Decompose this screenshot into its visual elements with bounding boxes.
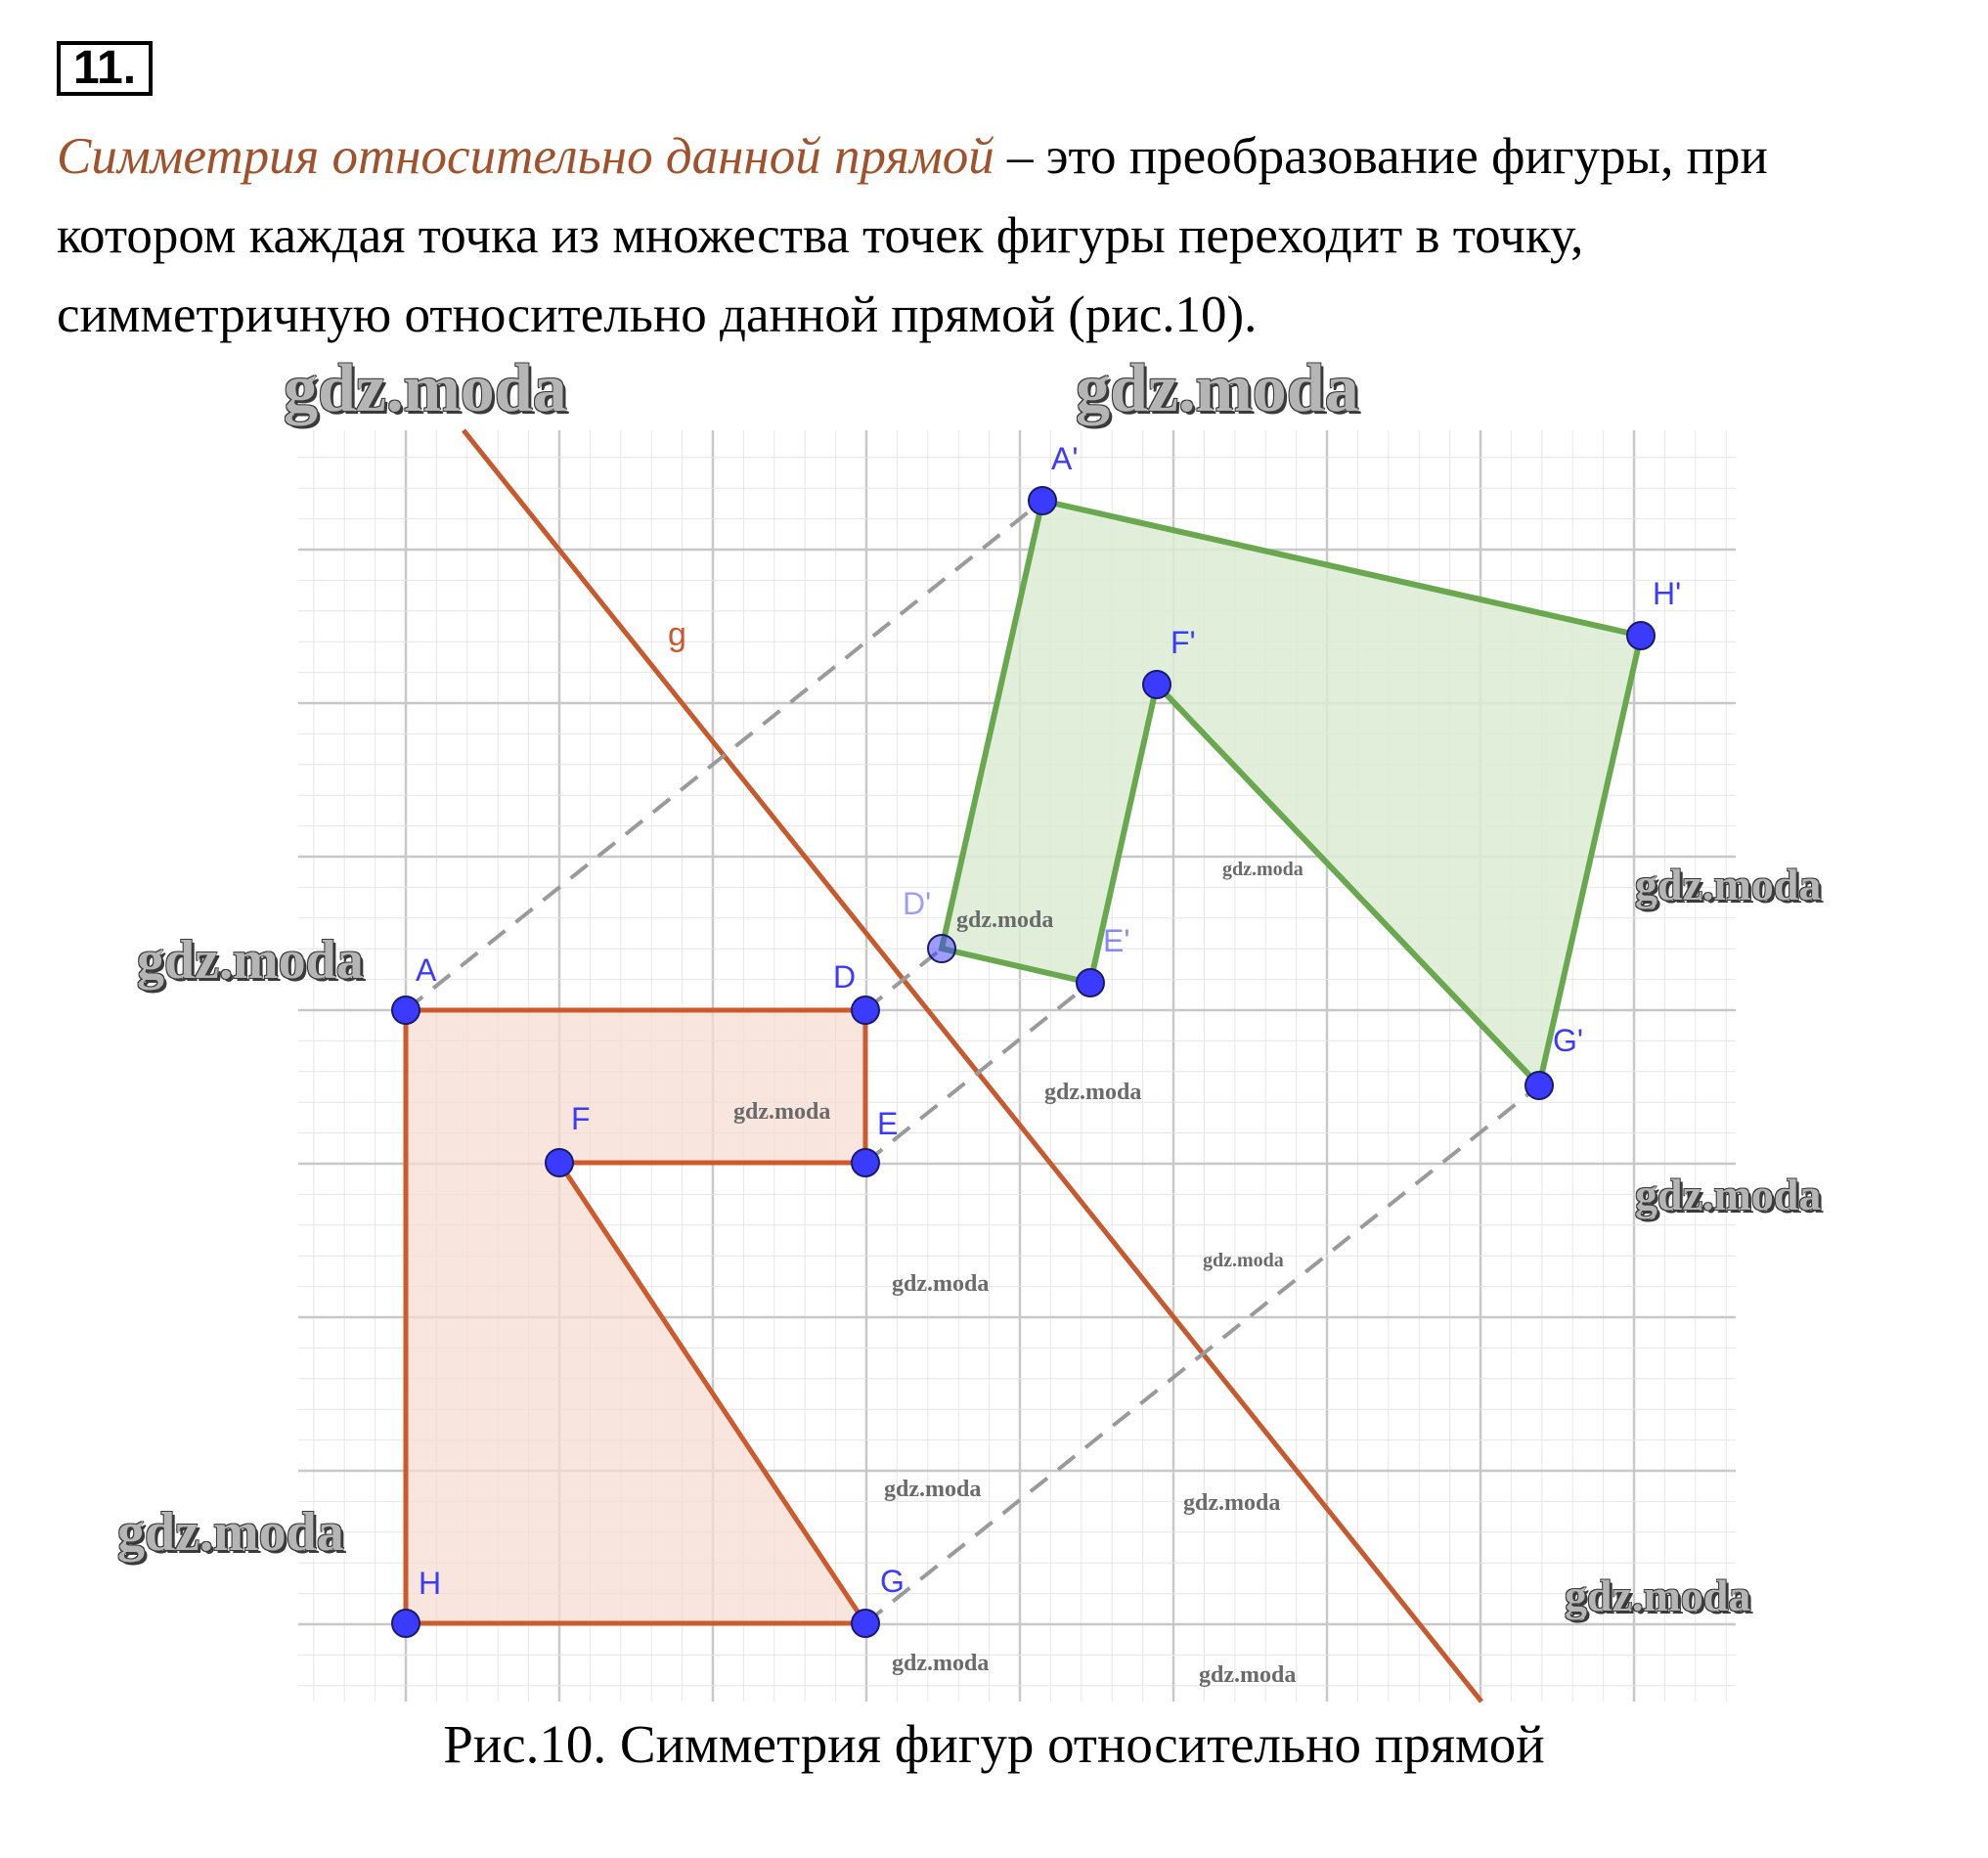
watermark: gdz.moda: [892, 1651, 990, 1676]
definition-line1: это преобразование фигуры, при: [1045, 128, 1768, 185]
point-f: [546, 1149, 573, 1176]
watermark: gdz.moda: [117, 1502, 344, 1563]
watermark: gdz.moda: [1635, 1170, 1822, 1219]
label-a: A: [416, 952, 437, 988]
watermark: gdz.moda: [733, 1099, 831, 1125]
image-figure: [942, 501, 1641, 1085]
watermark: gdz.moda: [1044, 1080, 1142, 1105]
dash-g-g1: [865, 1085, 1539, 1623]
point-a-prime: [1029, 487, 1056, 514]
label-h: H: [419, 1566, 442, 1601]
point-h: [392, 1610, 420, 1637]
label-e: E: [877, 1106, 899, 1141]
definition-line3: симметричную относительно данной прямой (рис.10).: [57, 287, 1258, 343]
label-f-prime: F': [1171, 625, 1196, 660]
watermark: gdz.moda: [956, 907, 1054, 933]
watermark: gdz.moda: [1199, 1662, 1297, 1688]
label-f: F: [571, 1101, 591, 1136]
definition-line2: котором каждая точка из множества точек фигуры переходит в точку,: [57, 207, 1584, 264]
watermark: gdz.moda: [1203, 1250, 1284, 1271]
watermark: gdz.moda: [892, 1271, 990, 1297]
point-g-prime: [1525, 1072, 1553, 1099]
watermark: gdz.moda: [1565, 1570, 1751, 1620]
label-h-prime: H': [1653, 576, 1682, 611]
task-number: 11.: [57, 41, 153, 96]
point-h-prime: [1627, 622, 1655, 649]
watermark: gdz.moda: [884, 1477, 982, 1502]
point-d-prime: [928, 935, 955, 962]
point-f-prime: [1143, 671, 1171, 698]
watermark: gdz.moda: [1076, 351, 1359, 426]
watermark: gdz.moda: [284, 351, 567, 426]
faint-watermark: [284, 785, 349, 1047]
definition-dash: –: [994, 128, 1046, 185]
label-e-prime: E': [1103, 923, 1130, 958]
label-g-prime: G': [1553, 1023, 1583, 1058]
label-a-prime: A': [1051, 441, 1079, 476]
watermark: gdz.moda: [1635, 860, 1822, 909]
label-g: G: [880, 1564, 905, 1599]
label-d: D: [833, 959, 857, 995]
watermark: gdz.moda: [1222, 859, 1303, 880]
label-d-prime: D': [903, 886, 932, 921]
point-d: [852, 996, 879, 1024]
point-g: [852, 1610, 879, 1637]
figure-caption: Рис.10. Симметрия фигур относительно прямой: [443, 1714, 1545, 1774]
point-e-prime: [1077, 969, 1104, 996]
line-g-label: g: [668, 616, 686, 653]
point-e: [852, 1149, 879, 1176]
definition-term: Симметрия относительно данной прямой: [57, 128, 994, 185]
watermark: gdz.moda: [1183, 1490, 1281, 1516]
watermark: gdz.moda: [137, 930, 364, 991]
point-a: [392, 996, 420, 1024]
